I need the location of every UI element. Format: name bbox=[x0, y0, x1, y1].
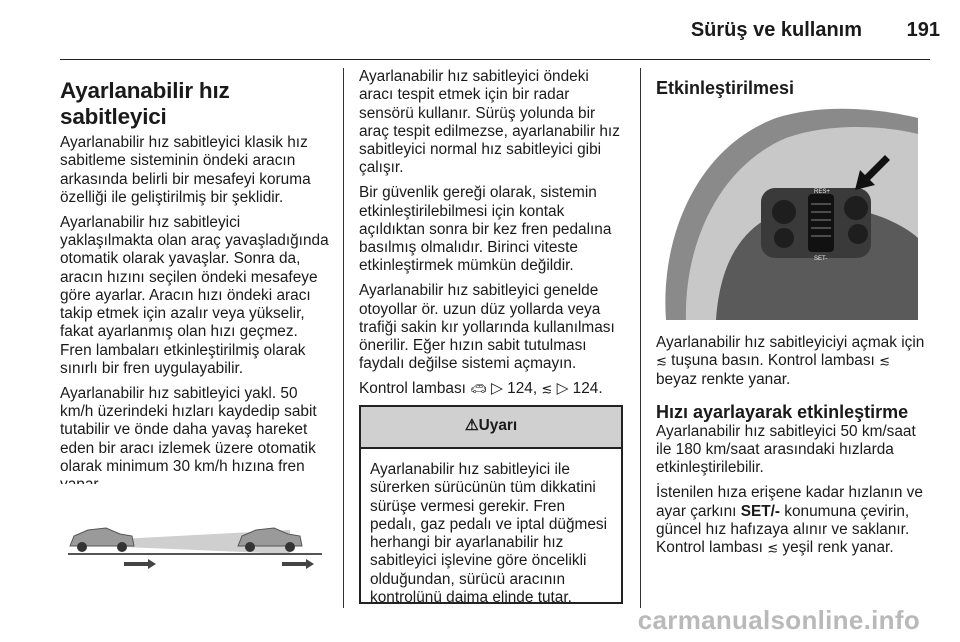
paragraph: Ayarlanabilir hız sabitleyici 50 km/saat ile 180 km/saat arasındaki hızlarda etkinleştirilebilir. bbox=[656, 422, 916, 477]
section-title: Sürüş ve kullanım bbox=[690, 19, 862, 41]
warning-box bbox=[359, 405, 623, 607]
following-distance-illustration bbox=[60, 484, 328, 591]
set-key-label: SET/- bbox=[740, 502, 781, 520]
paragraph: Ayarlanabilir hız sabitleyici öndeki aracı tespit etmek için bir radar sensörü kullanır. Sürüş yolunda bir araç tespit edilmezse, ayarlanabilir hız sabitleyici normal hız sabitleyici gibi çalışır. bbox=[359, 68, 620, 177]
cruise-lamp-icon: ≲ bbox=[879, 353, 890, 369]
main-heading: Ayarlanabilir hız sabitleyici bbox=[60, 78, 230, 129]
header-divider bbox=[60, 59, 930, 60]
column-1 bbox=[60, 68, 330, 501]
warning-text: Ayarlanabilir hız sabitleyici ile sürerken sürücünün tüm dikkatini sürüşe vermesi gerekir. Fren pedalı, gaz pedalı ve iptal düğmesi herhangi bir ayarlanabilir hız sabitleyici işlevine göre öncelikli olduğundan, sürücü aracının kontrolünü daima elinde tutar. bbox=[370, 461, 607, 607]
cruise-button-icon: ≲ bbox=[656, 353, 667, 369]
steering-wheel-controls-illustration bbox=[656, 108, 918, 320]
warning-header bbox=[361, 407, 621, 449]
watermark: carmanualsonline.info bbox=[637, 605, 920, 635]
cruise-lamp-icon: ≲ bbox=[767, 540, 779, 556]
page-number: 191 bbox=[906, 19, 940, 41]
set-speed-heading: Hızı ayarlayarak etkinleştirme bbox=[656, 401, 909, 422]
column-2 bbox=[359, 68, 625, 405]
paragraph: Bir güvenlik gereği olarak, sistemin etkinleştirilebilmesi için kontak açıldıktan sonra bir kez fren pedalına basılmış olmalıdır. Birinci viteste etkinleştirmek mümkün değildir. bbox=[359, 184, 612, 275]
reference-arrow-icon: ▷ bbox=[556, 380, 569, 398]
reference-arrow-icon: ▷ bbox=[491, 380, 503, 398]
paragraph: Ayarlanabilir hız sabitleyici klasik hız sabitleme sisteminin öndeki aracın arkasında belirli bir mesafeyi koruma özelliği ile geliştirilmiş bir şeklidir. bbox=[60, 134, 311, 206]
column-divider-2 bbox=[640, 68, 641, 608]
paragraph: Ayarlanabilir hız sabitleyici yakl. 50 km/h üzerindeki hızları kaydedip sabit tutabilir ve önde daha yavaş hareket eden bir aracı izlemek üzere otomatik olarak minimum 30 km/h hızına fren bbox=[60, 384, 317, 476]
paragraph: Ayarlanabilir hız sabitleyiciyi açmak için ≲ tuşuna basın. Kontrol lambası ≲ beyaz renkte yanar. bbox=[656, 334, 925, 388]
column-3 bbox=[656, 68, 926, 100]
cruise-lamp-icon: ≲ bbox=[541, 381, 553, 397]
paragraph: Ayarlanabilir hız sabitleyici genelde otoyollar ör. uzun düz yollarda veya trafiği sakin kır yollarında kullanılması önerilir. Eğer hızın sabit tutulması faydalı değilse sistemi açmayın. bbox=[359, 282, 615, 373]
set-label: SET- bbox=[814, 256, 828, 262]
lamp-reference: Kontrol lambası 🚗︎ ▷ 124, ≲ ▷ 124. bbox=[359, 380, 603, 398]
warning-icon: ⚠ bbox=[464, 417, 479, 434]
res-label: RES+ bbox=[814, 189, 830, 195]
paragraph: Ayarlanabilir hız sabitleyici yaklaşılmakta olan araç yavaşladığında otomatik olarak yavaşlar. Sonra da, aracın hızını seçilen öndeki mesafeye göre ayarlar. Aracın hızı öndeki aracı takip etmek için azalır veya yükselir, fakat ayarlanmış olan hızı geçmez. Fren lambaları etkinleştirilmiş olarak sınırlı bir fren uygulayabilir. bbox=[60, 213, 329, 378]
car-lamp-icon: 🚗︎ bbox=[470, 381, 487, 397]
column-3-text bbox=[656, 334, 926, 564]
column-divider-1 bbox=[343, 68, 344, 608]
paragraph: İstenilen hıza erişene kadar hızlanın ve ayar çarkını SET/- konumuna çevirin, güncel hız hafızaya alınır ve saklanır. Kontrol lambası ≲ yeşil renk yanar. bbox=[656, 484, 923, 557]
activation-heading: Etkinleştirilmesi bbox=[656, 78, 795, 98]
warning-title: Uyarı bbox=[478, 417, 518, 434]
